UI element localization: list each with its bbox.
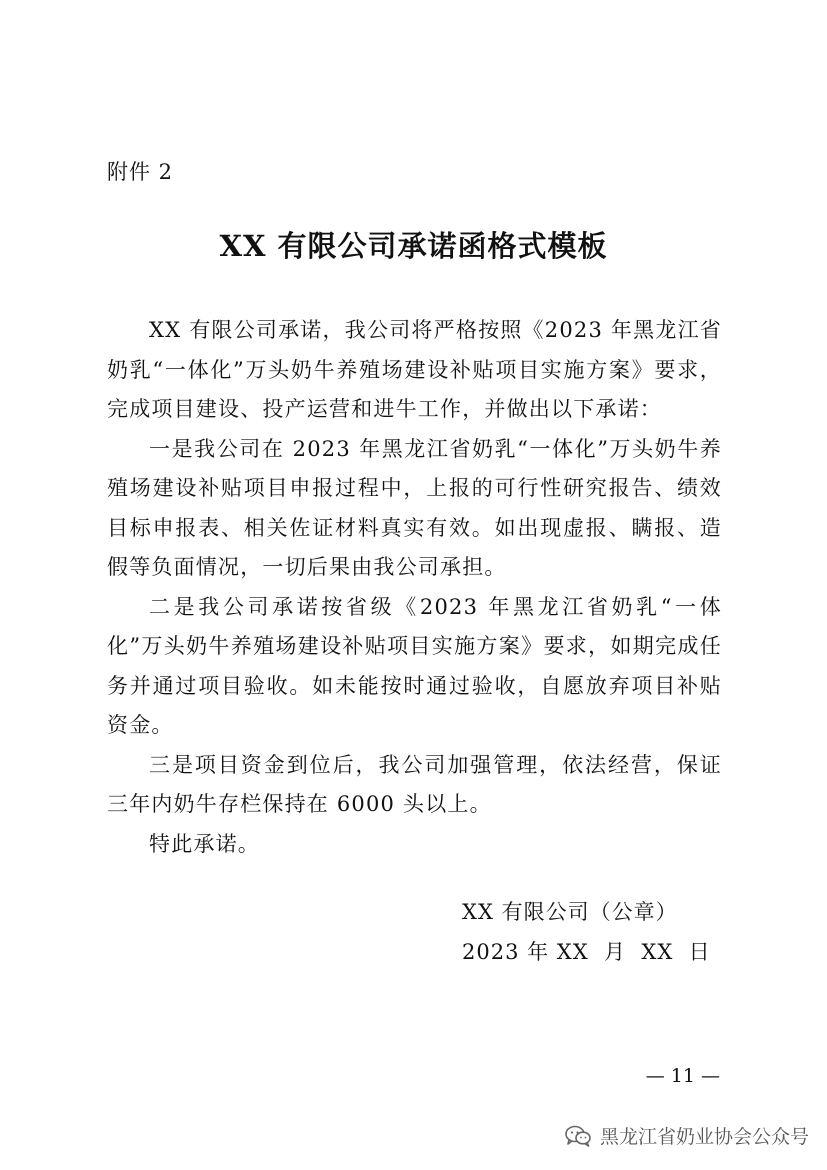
signature-company: XX 有限公司（公章） bbox=[462, 900, 678, 924]
attachment-label: 附件 2 bbox=[107, 160, 174, 184]
page-number: — 11 — bbox=[645, 1065, 720, 1087]
wechat-watermark bbox=[564, 1122, 809, 1149]
paragraph-commitment-1: 一是我公司在 2023 年黑龙江省奶乳“一体化”万头奶牛养殖场建设补贴项目申报过程中，上报的可行性研究报告、绩效目标申报表、相关佐证材料真实有效。如出现虚报、瞒报、造假等负面情况，一切后果由我公司承担。 bbox=[107, 436, 722, 579]
paragraph-commitment-2: 二是我公司承诺按省级《2023 年黑龙江省奶乳“一体化”万头奶牛养殖场建设补贴项目实施方案》要求，如期完成任务并通过项目验收。如未能按时通过验收，自愿放弃项目补贴资金。 bbox=[107, 594, 722, 737]
document-title: XX 有限公司承诺函格式模板 bbox=[219, 229, 608, 263]
paragraph-intro: XX 有限公司承诺，我公司将严格按照《2023 年黑龙江省奶乳“一体化”万头奶牛养殖场建设补贴项目实施方案》要求，完成项目建设、投产运营和进牛工作，并做出以下承诺： bbox=[107, 318, 722, 421]
paragraph-commitment-3: 三是项目资金到位后，我公司加强管理，依法经营，保证三年内奶牛存栏保持在 6000 头以上。 bbox=[107, 752, 722, 816]
signature-date: 2023 年 XX 月 XX 日 bbox=[462, 940, 711, 964]
paragraph-closing: 特此承诺。 bbox=[149, 831, 260, 856]
watermark-text: 黑龙江省奶业协会公众号 bbox=[599, 1126, 809, 1148]
commitment-body bbox=[107, 311, 722, 864]
signature-block bbox=[462, 892, 711, 972]
wechat-icon bbox=[564, 1125, 592, 1147]
